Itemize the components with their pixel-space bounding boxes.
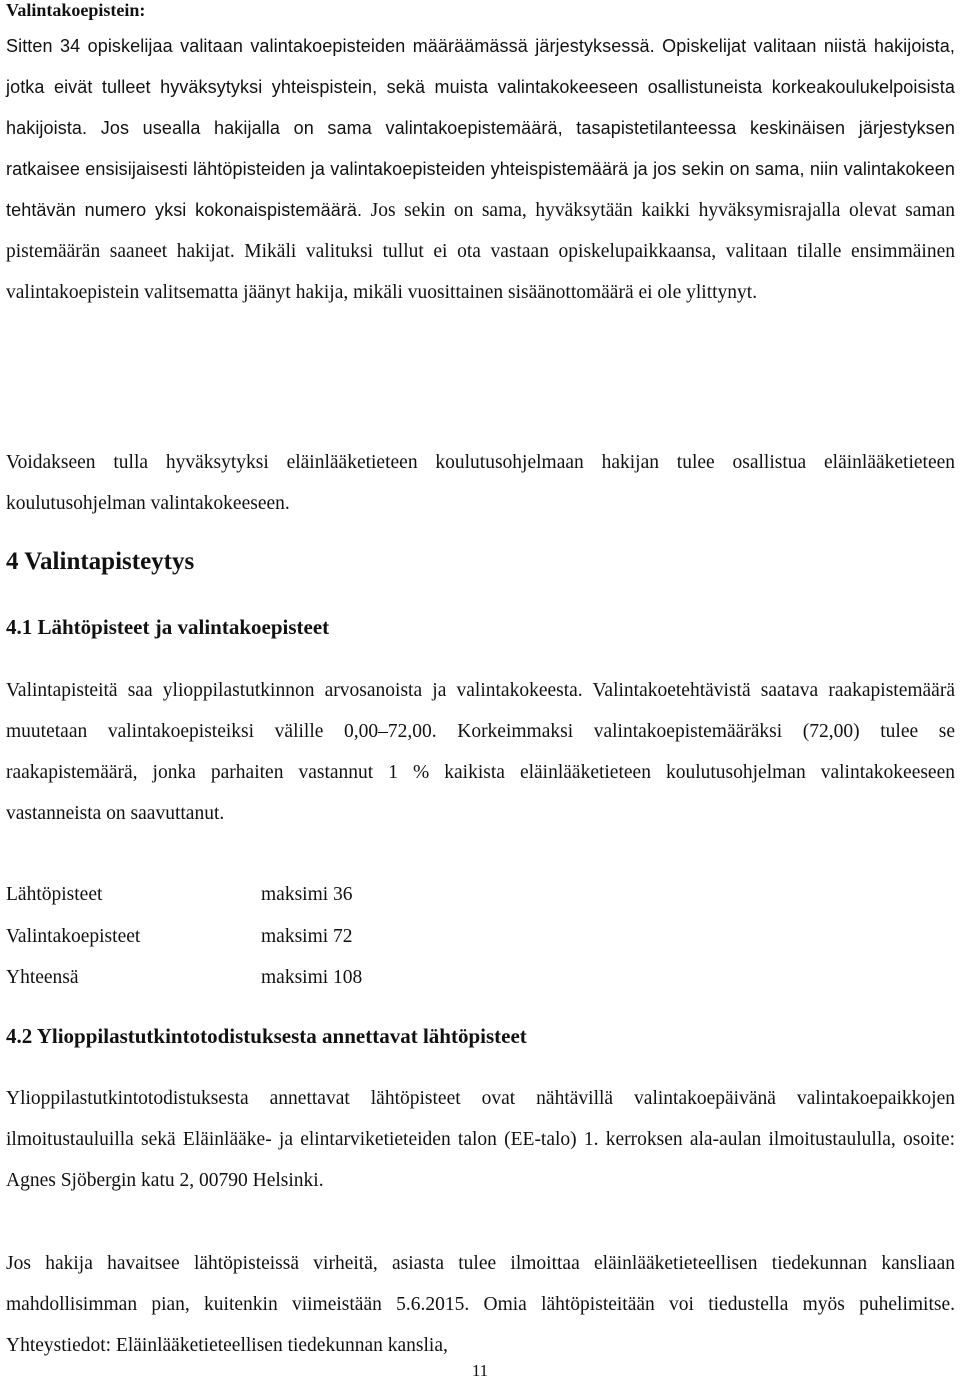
- paragraph-starting-points-display: Ylioppilastutkintotodistuksesta annettavat lähtöpisteet ovat nähtävillä valintakoepäivänä valintakoepaikkojen ilmoitustauluilla sekä Eläinlääke- ja elintarviketieteiden talon (EE-talo) 1. kerroksen ala-aulan ilmoitustaululla, osoite: Agnes Sjöbergin katu 2, 00790 Helsinki.: [6, 1088, 955, 1191]
- points-label: Valintakoepisteet: [6, 926, 141, 947]
- section-4-title: 4 Valintapisteytys: [6, 548, 195, 575]
- points-value: maksimi 36: [261, 884, 353, 905]
- heading-valintakoepistein: Valintakoepistein:: [6, 0, 146, 20]
- page-number: 11: [471, 1361, 489, 1380]
- paragraph-points-scaling: Valintapisteitä saa ylioppilastutkinnon arvosanoista ja valintakokeesta. Valintakoetehtävistä saatava raakapistemäärä muutetaan valintakoepisteiksi välille 0,00–72,00. Korkeimmaksi valintakoepistemääräksi (72,00) tulee se raakapistemäärä, jonka parhaiten vastannut 1 % kaikista eläinlääketieteen koulutusohjelman valintakokeeseen vastanneista on saavuttanut.: [6, 680, 955, 824]
- section-4-1-title: 4.1 Lähtöpisteet ja valintakoepisteet: [6, 615, 330, 639]
- paragraph-selection-order-serif-part: Jos sekin on sama, hyväksytään kaikki hyväksymisrajalla olevat saman pistemäärän saaneet hakijat. Mikäli valituksi tullut ei ota vastaan opiskelupaikkaansa, valitaan tilalle ensimmäinen valintakoepistein valitsematta jäänyt hakija, mikäli vuosittainen sisäänottomäärä ei ole ylittynyt.: [6, 200, 955, 303]
- paragraph-selection-order: [6, 26, 955, 313]
- points-value: maksimi 72: [261, 926, 353, 947]
- points-label: Yhteensä: [6, 967, 79, 988]
- paragraph-participation-requirement: Voidakseen tulla hyväksytyksi eläinlääketieteen koulutusohjelmaan hakijan tulee osallistua eläinlääketieteen koulutusohjelman valintakokeeseen.: [6, 452, 955, 514]
- section-4-2-title: 4.2 Ylioppilastutkintotodistuksesta annettavat lähtöpisteet: [6, 1024, 527, 1048]
- points-value: maksimi 108: [261, 967, 363, 988]
- points-label: Lähtöpisteet: [6, 884, 103, 905]
- paragraph-error-reporting: Jos hakija havaitsee lähtöpisteissä virheitä, asiasta tulee ilmoittaa eläinlääketieteellisen tiedekunnan kansliaan mahdollisimman pian, kuitenkin viimeistään 5.6.2015. Omia lähtöpisteitään voi tiedustella myös puhelimitse. Yhteystiedot: Eläinlääketieteellisen tiedekunnan kanslia,: [6, 1253, 955, 1356]
- paragraph-selection-order-sans-part: Sitten 34 opiskelijaa valitaan valintakoepisteiden määräämässä järjestyksessä. Opiskelijat valitaan niistä hakijoista, jotka eivät tulleet hyväksytyksi yhteispistein, sekä muista valintakokeeseen osallistuneista korkeakoulukelpoisista hakijoista. Jos usealla hakijalla on sama valintakoepistemäärä, tasapistetilanteessa keskinäisen järjestyksen ratkaisee ensisijaisesti lähtöpisteiden ja valintakoepisteiden yhteispistemäärä ja jos sekin on sama, niin valintakokeen tehtävän numero yksi kokonaispistemäärä.: [6, 36, 955, 220]
